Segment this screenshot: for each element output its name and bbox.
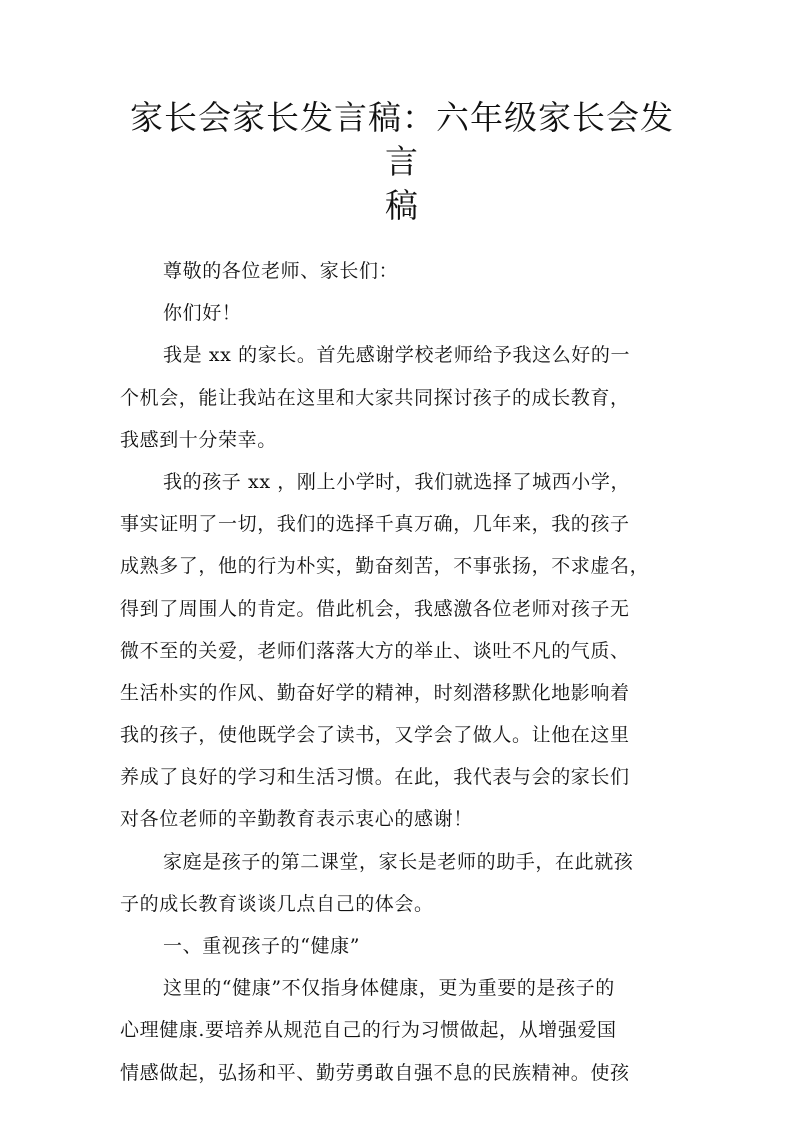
paragraph-line: 子的成长教育谈谈几点自己的体会。 bbox=[120, 892, 434, 915]
title-line: 家长会家长发言稿：六年级家长会发言 bbox=[130, 98, 674, 181]
paragraph-line: 情感做起，弘扬和平、勤劳勇敢自强不息的民族精神。使孩 bbox=[120, 1061, 630, 1084]
paragraph-line: 对各位老师的辛勤教育表示衷心的感谢！ bbox=[120, 808, 473, 831]
paragraph-line: 我的孩子 xx ，刚上小学时，我们就选择了城西小学， bbox=[163, 470, 631, 493]
paragraph-line: 得到了周围人的肯定。借此机会，我感激各位老师对孩子无 bbox=[120, 597, 630, 620]
document-title bbox=[120, 96, 684, 228]
paragraph-line: 个机会，能让我站在这里和大家共同探讨孩子的成长教育， bbox=[120, 386, 630, 409]
paragraph-line: 生活朴实的作风、勤奋好学的精神，时刻潜移默化地影响着 bbox=[120, 681, 630, 704]
greeting: 你们好！ bbox=[163, 302, 242, 325]
section-heading: 一、重视孩子的“健康” bbox=[163, 935, 361, 957]
paragraph-line: 心理健康.要培养从规范自己的行为习惯做起，从增强爱国 bbox=[120, 1019, 617, 1042]
paragraph-line: 事实证明了一切，我们的选择千真万确，几年来，我的孩子 bbox=[120, 513, 630, 536]
paragraph-line: 我的孩子，使他既学会了读书，又学会了做人。让他在这里 bbox=[120, 724, 630, 747]
paragraph-line: 养成了良好的学习和生活习惯。在此，我代表与会的家长们 bbox=[120, 766, 630, 789]
salutation: 尊敬的各位老师、家长们： bbox=[163, 260, 399, 282]
paragraph-line: 我是 xx 的家长。首先感谢学校老师给予我这么好的一 bbox=[163, 344, 631, 367]
paragraph-line: 成熟多了，他的行为朴实，勤奋刻苦，不事张扬，不求虚名， bbox=[120, 555, 650, 578]
paragraph-line: 微不至的关爱，老师们落落大方的举止、谈吐不凡的气质、 bbox=[120, 639, 630, 662]
paragraph-line: 家庭是孩子的第二课堂，家长是老师的助手，在此就孩 bbox=[163, 850, 634, 873]
paragraph-line: 我感到十分荣幸。 bbox=[120, 428, 277, 451]
title-line: 稿 bbox=[385, 186, 419, 225]
document-body bbox=[120, 250, 684, 1094]
paragraph-line: 这里的“健康”不仅指身体健康，更为重要的是孩子的 bbox=[163, 977, 615, 1000]
